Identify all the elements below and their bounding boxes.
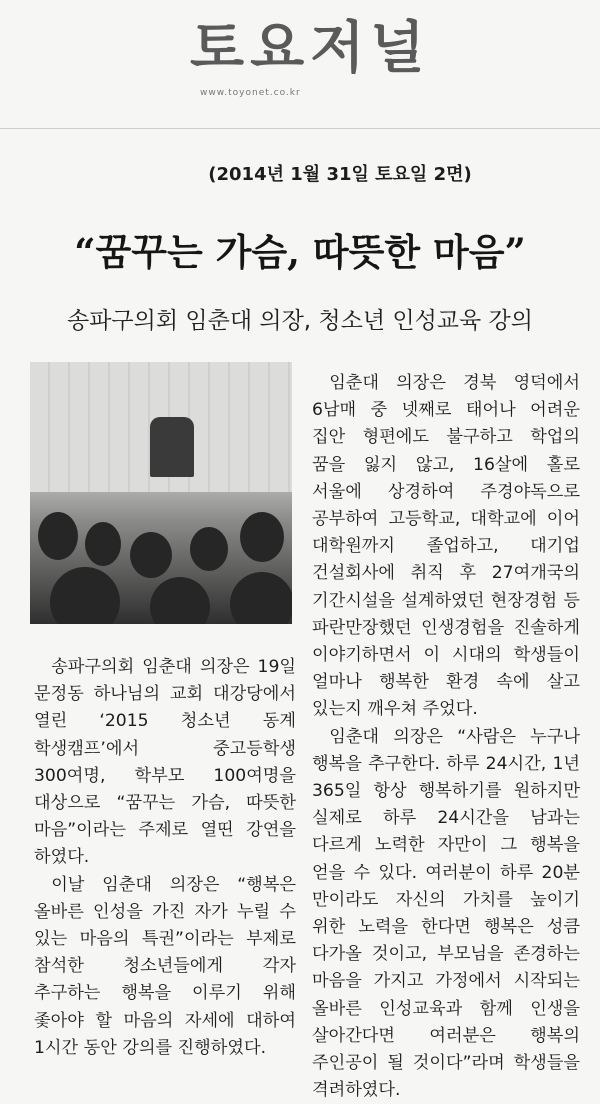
photo-audience [50,567,120,624]
photo-audience [150,577,210,624]
article-paragraph: 송파구의회 임춘대 의장은 19일 문정동 하나님의 교회 대강당에서 열린 ‘2015 청소년 동계 학생캠프’에서 중고등학생 300여명, 학부모 100여명을 대상으로 “꿈꾸는 가슴, 따뜻한 마음”이라는 주제로 열띤 강연을 하였다. [34,657,296,868]
lecture-hall-photo [30,362,292,624]
article-paragraph: 임춘대 의장은 “사람은 누구나 행복을 추구한다. 하루 24시간, 1년 365일 항상 행복하기를 원하지만 실제로 하루 24시간을 남과는 다르게 노력한 자만이 그 행복을 얻을 수 있다. 여러분이 하루 20분 만이라도 자신의 가치를 높이기 위한 노력을 한다면 행복은 성큼 다가올 것이고, 부모님을 존경하는 마음을 가지고 가정에서 시작되는 올바른 인성교육과 함께 인생을 살아간다면 여러분은 행복의 주인공이 될 것이다”라며 학생들을 격려하였다. [312,726,580,1101]
photo-audience [230,572,292,624]
article-body-right [312,370,580,1104]
masthead [0,0,600,129]
masthead-title: 토요저널 [190,16,431,81]
subhead: 송파구의회 임춘대 의장, 청소년 인성교육 강의 [66,308,533,334]
headline: “꿈꾸는 가슴, 따뜻한 마음” [74,230,526,274]
photo-podium [150,417,194,477]
photo-audience [190,527,228,571]
photo-audience [85,522,121,566]
photo-audience [130,532,172,578]
dateline: (2014년 1월 31일 토요일 2면) [208,164,472,185]
article-body-left [34,654,296,1062]
photo-audience [240,512,284,562]
photo-audience [38,512,78,560]
article-paragraph: 이날 임춘대 의장은 “행복은 올바른 인성을 가진 자가 누릴 수 있는 마음의 특권”이라는 부제로 참석한 청소년들에게 각자 추구하는 행복을 이루기 위해 좇아야 할 마음의 자세에 대하여 1시간 동안 강의를 진행하였다. [34,874,296,1058]
article-paragraph: 임춘대 의장은 경북 영덕에서 6남매 중 넷째로 태어나 어려운 집안 형편에도 불구하고 학업의 꿈을 잃지 않고, 16살에 홀로 서울에 상경하여 주경야독으로 공부하여 고등학교, 대학교에 이어 대학원까지 졸업하고, 대기업 건설회사에 취직 후 27여개국의 기간시설을 설계하였던 현장경험 등 파란만장했던 인생경험을 진솔하게 이야기하면서 이 시대의 학생들이 얼마나 행복한 환경 속에 살고 있는지 깨우쳐 주었다. [312,373,580,720]
masthead-url: www.toyonet.co.kr [200,88,301,98]
